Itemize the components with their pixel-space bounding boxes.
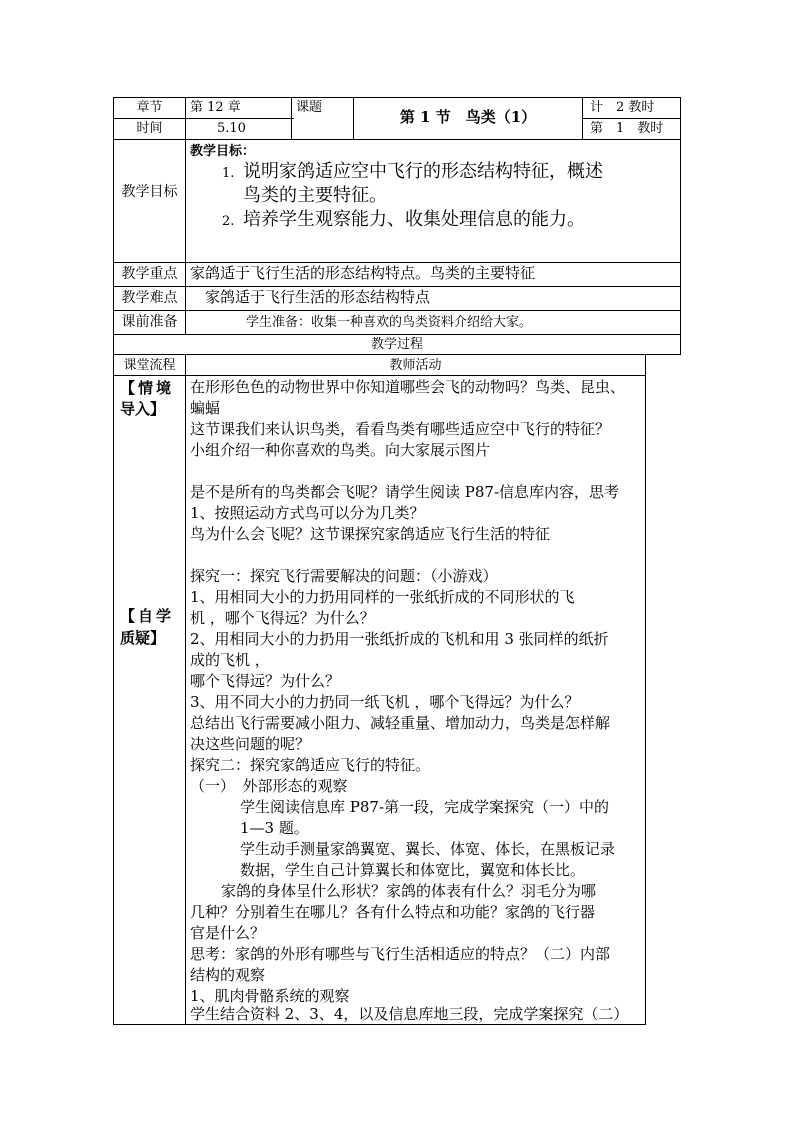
row-line — [113, 375, 646, 376]
difficulty-label: 教学难点 — [121, 290, 178, 306]
goals-heading: 教学目标： — [190, 144, 256, 159]
col-line — [185, 354, 186, 1024]
goal-text: 说明家鸽适应空中飞行的形态结构特征，概述 — [243, 161, 603, 182]
body-line: 1—3 题。 — [240, 819, 309, 837]
chapter-label: 章节 — [136, 100, 163, 115]
key-point-label: 教学重点 — [121, 266, 178, 282]
row-line — [113, 262, 681, 263]
body-line: 学生动手测量家鸽翼宽、翼长、体宽、体长，在黑板记录 — [240, 840, 616, 858]
body-line: 1、肌肉骨骼系统的观察 — [190, 987, 350, 1005]
flow-label: 课堂流程 — [123, 358, 176, 373]
body-line: 3、用不同大小的力扔同一纸飞机 ，哪个飞得远？为什么？ — [190, 693, 580, 711]
current-hour: 第 1 教时 — [590, 121, 664, 136]
body-line: 在形形色色的动物世界中你知道哪些会飞的动物吗？鸟类、昆虫、 — [190, 378, 626, 396]
process-title: 教学过程 — [370, 337, 423, 352]
body-line: 结构的观察 — [190, 966, 266, 984]
teacher-activity-label: 教师活动 — [389, 358, 442, 373]
body-line: 总结出飞行需要减小阻力、减轻重量、增加动力，鸟类是怎样解 — [190, 714, 611, 732]
row-line — [113, 354, 681, 355]
prep-value: 学生准备：收集一种喜欢的鸟类资料介绍给大家。 — [246, 315, 533, 330]
topic-label: 课题 — [296, 100, 323, 115]
body-line: 鸟为什么会飞呢？这节课探究家鸽适应飞行生活的特征 — [190, 525, 551, 543]
prep-label: 课前准备 — [121, 314, 178, 330]
goal-number: 2. — [222, 214, 235, 229]
body-line: 决这些问题的呢？ — [190, 735, 311, 753]
section-self-study-label: 【自学 — [120, 607, 175, 625]
body-line: 思考：家鸽的外形有哪些与飞行生活相适应的特点？（二）内部 — [190, 945, 611, 963]
body-line: 这节课我们来认识鸟类，看看鸟类有哪些适应空中飞行的特征？ — [190, 420, 611, 438]
col-line — [185, 97, 186, 334]
col-line — [113, 97, 114, 1024]
total-hours: 计 2 教时 — [590, 100, 655, 115]
body-line: （一） 外部形态的观察 — [190, 777, 348, 795]
goal-number: 1. — [222, 166, 235, 181]
body-line: 学生阅读信息库 P87-第一段，完成学案探究（一）中的 — [240, 798, 610, 816]
body-line: 1、按照运动方式鸟可以分为几类？ — [190, 504, 425, 522]
body-line: 探究一：探究飞行需要解决的问题：（小游戏） — [190, 567, 498, 585]
time-value: 5.10 — [217, 121, 246, 136]
row-line — [113, 139, 681, 140]
key-point-value: 家鸽适于飞行生活的形态结构特点。鸟类的主要特征 — [190, 264, 536, 282]
row-line — [113, 334, 681, 335]
goals-label: 教学目标 — [121, 184, 178, 200]
body-line: 小组介绍一种你喜欢的鸟类。向大家展示图片 — [190, 441, 491, 459]
section-intro-label: 导入】 — [120, 400, 166, 418]
body-line: 机 ，哪个飞得远？为什么？ — [190, 609, 375, 627]
body-line: 1、用相同大小的力扔用同样的一张纸折成的不同形状的飞 — [190, 588, 575, 606]
section-self-study-label: 质疑】 — [120, 629, 166, 647]
difficulty-value: 家鸽适于飞行生活的形态结构特点 — [205, 288, 431, 306]
row-line — [113, 286, 681, 287]
body-line: 学生结合资料 2、3、4，以及信息库地三段，完成学案探究（二） — [190, 1005, 629, 1023]
row-line — [113, 97, 681, 98]
row-line — [113, 1024, 646, 1025]
section-intro-label: 【情境 — [120, 379, 175, 397]
body-line: 家鸽的身体呈什么形状？家鸽的体表有什么？羽毛分为哪 — [221, 882, 597, 900]
col-line — [645, 354, 646, 1024]
body-line: 探究二：探究家鸽适应飞行的特征。 — [190, 756, 431, 774]
body-line: 数据，学生自己计算翼长和体宽比，翼宽和体长比。 — [240, 861, 586, 879]
body-line: 蝙蝠 — [190, 399, 221, 417]
topic-value: 第 1 节 鸟类（1） — [399, 108, 537, 126]
row-line — [113, 310, 681, 311]
time-label: 时间 — [136, 121, 163, 136]
body-line: 成的飞机 ， — [190, 651, 270, 669]
col-line — [291, 97, 292, 139]
body-line: 几种？分别着生在哪儿？各有什么特点和功能？家鸽的飞行器 — [190, 903, 596, 921]
body-line: 官是什么？ — [190, 924, 266, 942]
goal-text: 培养学生观察能力、收集处理信息的能力。 — [243, 209, 585, 230]
row-line — [113, 118, 294, 119]
chapter-value: 第 12 章 — [190, 100, 241, 115]
body-line: 哪个飞得远？为什么？ — [190, 672, 341, 690]
col-line — [680, 97, 681, 355]
goal-text: 鸟类的主要特征。 — [243, 185, 387, 206]
row-line — [582, 118, 681, 119]
col-line — [582, 97, 583, 139]
body-line: 是不是所有的鸟类都会飞呢？请学生阅读 P87-信息库内容，思考 — [190, 483, 620, 501]
body-line: 2、用相同大小的力扔用一张纸折成的飞机和用 3 张同样的纸折 — [190, 630, 609, 648]
